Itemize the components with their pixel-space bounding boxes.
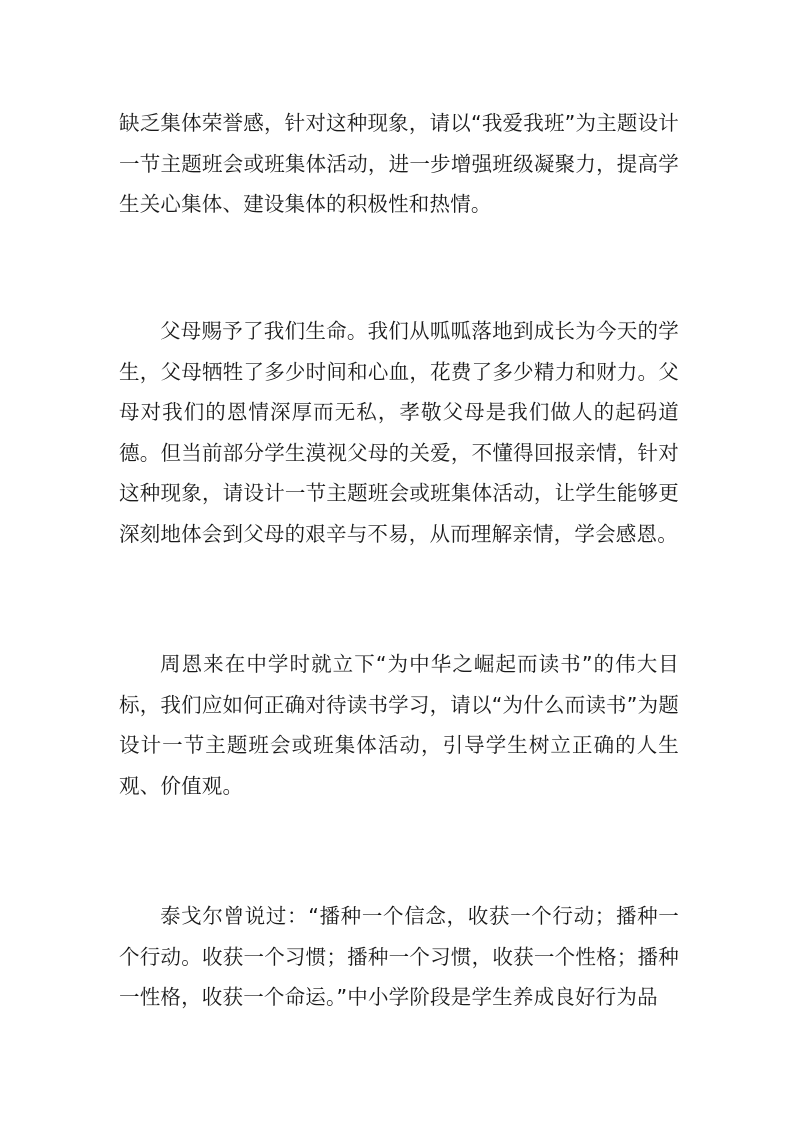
paragraph-why-study: 周恩来在中学时就立下“为中华之崛起而读书”的伟大目标，我们应如何正确对待读书学习，请以“为什么而读书”为题设计一节主题班会或班集体活动，引导学生树立正确的人生观、价值观。 xyxy=(119,652,679,798)
paragraph-tagore-quote: 泰戈尔曾说过：“播种一个信念，收获一个行动；播种一个行动。收获一个习惯；播种一个习惯，收获一个性格；播种一性格，收获一个命运。”中小学阶段是学生养成良好行为品 xyxy=(119,904,679,1009)
paragraph-class-honor: 缺乏集体荣誉感，针对这种现象，请以“我爱我班”为主题设计一节主题班会或班集体活动，进一步增强班级凝聚力，提高学生关心集体、建设集体的积极性和热情。 xyxy=(119,111,679,216)
paragraph-parents-gratitude: 父母赐予了我们生命。我们从呱呱落地到成长为今天的学生，父母牺牲了多少时间和心血，花费了多少精力和财力。父母对我们的恩情深厚而无私，孝敬父母是我们做人的起码道德。但当前部分学生漠视父母的关爱，不懂得回报亲情，针对这种现象，请设计一节主题班会或班集体活动，让学生能够更深刻地体会到父母的艰辛与不易，从而理解亲情，学会感恩。 xyxy=(119,319,679,546)
